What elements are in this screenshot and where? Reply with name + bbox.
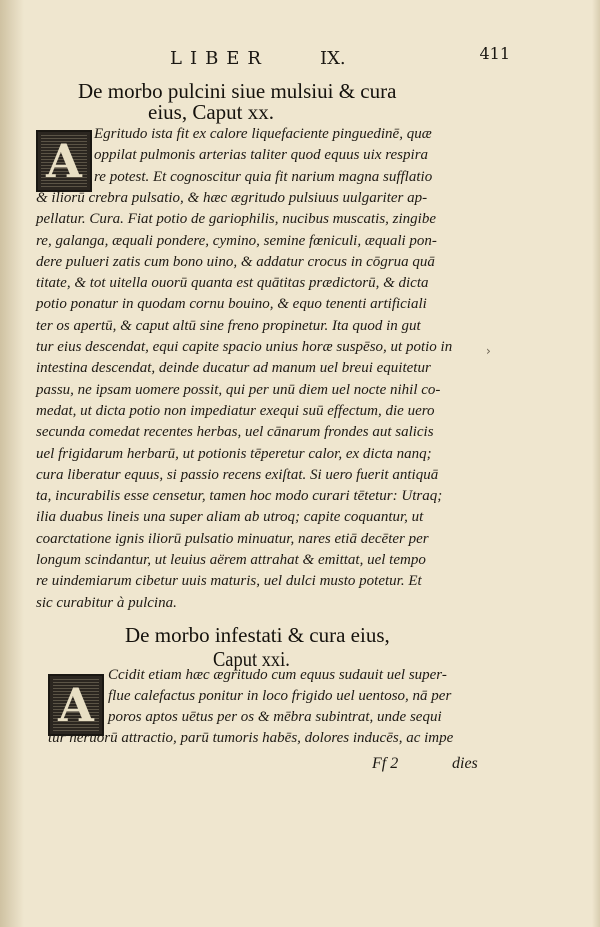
chapter20-line: sic curabitur à pulcina. — [36, 594, 177, 611]
chapter20-initial-letter — [36, 130, 92, 192]
chapter20-line: coarctatione ignis iliorū pulsatio minuatur, nares etiā decēter per — [36, 530, 429, 547]
chapter21-title-line1: De morbo infestati & cura eius, — [125, 623, 390, 647]
running-head-liber: LIBER — [170, 48, 269, 69]
page-edge-shadow — [592, 0, 600, 927]
chapter20-initial-glyph: A — [46, 134, 82, 188]
catchword: dies — [452, 755, 478, 772]
chapter20-line: potio ponatur in quodam cornu bouino, & equo tenenti artificiali — [36, 296, 427, 313]
chapter20-line: pellatur. Cura. Fiat potio de gariophilis, nucibus muscatis, zingibe — [36, 211, 437, 228]
chapter20-line: re potest. Et cognoscitur quia fit narium magna sufflatio — [94, 168, 433, 185]
chapter20-line: uel frigidarum herbarū, ut potionis tēperetur calor, ex dicta nanq; — [36, 445, 432, 462]
margin-mark: › — [486, 344, 491, 358]
chapter21-title-line2: Caput xxi. — [213, 647, 290, 671]
chapter21-initial-letter — [48, 674, 104, 736]
chapter20-title-line2: eius, Caput xx. — [148, 100, 274, 124]
chapter20-line: tur eius descendat, equi capite spacio unius horæ suspēso, ut potio in — [36, 339, 453, 355]
running-head-book-number: IX. — [320, 48, 346, 69]
chapter21-line: Ccidit etiam hæc ægritudo cum equus sudauit uel super- — [108, 667, 447, 683]
page-gutter-shadow — [0, 0, 24, 927]
chapter20-line: dere pulueri zatis cum bono uino, & addatur crocus in cōgrua quā — [36, 253, 435, 270]
chapter20-line: ilia duabus lineis una super aliam ab utroq; capite coquantur, ut — [36, 509, 424, 526]
chapter20-line: longum scindantur, ut leuius aërem attrahat & emittat, uel tempo — [36, 552, 426, 568]
chapter20-line: Egritudo ista fit ex calore liquefaciente pinguedinē, quæ — [94, 126, 432, 142]
chapter21-line: tur neruorū attractio, parū tumoris habēs, dolores inducēs, ac impe — [48, 730, 454, 746]
running-head — [170, 44, 510, 70]
chapter21-line: flue calefactus ponitur in loco frigido uel uentoso, nā per — [108, 688, 452, 704]
chapter20-line: secunda comedat recentes herbas, uel cānarum frondes aut salicis — [36, 424, 434, 441]
chapter21-initial-glyph: A — [58, 678, 94, 732]
signature-mark: Ff 2 — [372, 755, 399, 772]
chapter20-line: passu, ne ipsam uomere possit, qui per unū diem uel nocte nihil co- — [36, 381, 441, 398]
chapter20-line: oppilat pulmonis arterias taliter quod equus uix respira — [94, 147, 429, 164]
folio-number: 411 — [479, 44, 510, 63]
chapter20-line: ter os apertū, & caput altū sine freno propinetur. Ita quod in gut — [36, 317, 421, 334]
chapter20-line: medat, ut dicta potio non impediatur exequi suū effectum, die uero — [36, 402, 435, 419]
chapter21-line: poros aptos uētus per os & mēbra subintrat, unde sequi — [108, 709, 442, 725]
chapter20-line: ta, incurabilis esse censetur, tamen hoc modo curari tētetur: Utraq; — [36, 488, 443, 505]
chapter20-line: intestina descendat, deinde ducatur ad manum uel breui equitetur — [36, 360, 431, 377]
chapter20-line: re uindemiarum cibetur uuis maturis, uel dulci musto potetur. Et — [36, 573, 422, 590]
chapter20-line: titate, & tot uitella ouorū quanta est quātitas prædictorū, & dicta — [36, 275, 429, 292]
chapter20-title-line1: De morbo pulcini siue mulsiui & cura — [78, 79, 397, 103]
chapter20-line: re, galanga, æquali pondere, cymino, semine fœniculi, æquali pon- — [36, 232, 437, 249]
chapter20-line: & iliorū crebra pulsatio, & hæc ægritudo pulsiuus uulgariter ap- — [36, 189, 428, 206]
chapter20-line: cura liberatur equus, si passio recens exiſtat. Si uero fuerit antiquā — [36, 466, 439, 483]
